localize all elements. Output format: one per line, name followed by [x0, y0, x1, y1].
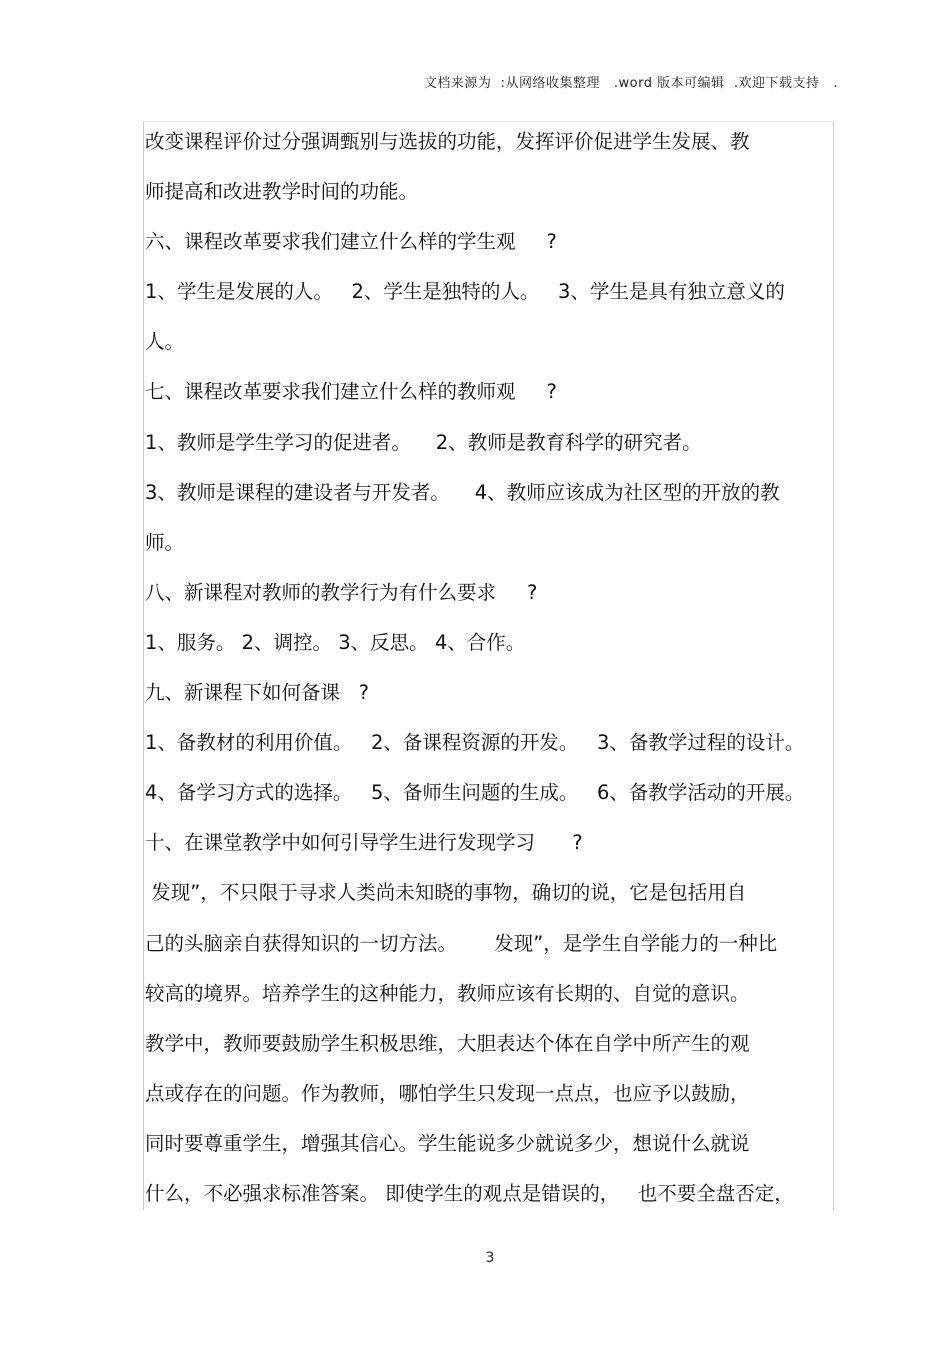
body-line: 师提高和改进教学时间的功能。 — [145, 180, 419, 204]
page-frame-left-border — [143, 122, 144, 1210]
body-line: 人。 — [145, 330, 185, 354]
section-heading-10: 十、在课堂教学中如何引导学生进行发现学习 ? — [145, 831, 583, 855]
body-line: 较高的境界。培养学生的这种能力，教师应该有长期的、自觉的意识。 — [145, 981, 750, 1005]
body-line: 1、学生是发展的人。 2、学生是独特的人。 3、学生是具有独立意义的 — [145, 280, 785, 304]
body-line: 同时要尊重学生，增强其信心。学生能说多少就说多少，想说什么就说 — [145, 1131, 750, 1155]
body-line: 改变课程评价过分强调甄别与选拔的功能，发挥评价促进学生发展、教 — [145, 130, 750, 153]
section-heading-9: 九、新课程下如何备课 ? — [145, 681, 369, 705]
body-line: 4、备学习方式的选择。 5、备师生问题的生成。 6、备教学活动的开展。 — [145, 781, 805, 805]
page-frame-top-border — [143, 121, 834, 122]
section-heading-7: 七、课程改革要求我们建立什么样的教师观 ? — [145, 380, 557, 404]
section-heading-6: 六、课程改革要求我们建立什么样的学生观 ? — [145, 230, 557, 254]
body-line: 3、教师是课程的建设者与开发者。 4、教师应该成为社区型的开放的教 — [145, 480, 780, 504]
body-line: 1、备教材的利用价值。 2、备课程资源的开发。 3、备教学过程的设计。 — [145, 731, 805, 755]
body-line: 1、服务。 2、调控。 3、反思。 4、合作。 — [145, 630, 526, 654]
document-body — [145, 124, 831, 1226]
body-line: 1、教师是学生学习的促进者。 2、教师是教育科学的研究者。 — [145, 430, 702, 454]
body-line: 教学中，教师要鼓励学生积极思维，大胆表达个体在自学中所产生的观 — [145, 1031, 750, 1055]
body-line: 师。 — [145, 530, 185, 554]
document-source-header: 文档来源为 :从网络收集整理 .word 版本可编辑 .欢迎下载支持 . — [423, 76, 838, 91]
page-frame-right-border — [833, 122, 834, 1210]
body-line: 己的头脑亲自获得知识的一切方法。 发现”，是学生自学能力的一种比 — [145, 931, 778, 955]
page-number: 3 — [485, 1250, 495, 1266]
section-heading-8: 八、新课程对教师的教学行为有什么要求 ? — [145, 580, 538, 604]
body-line: 什么，不必强求标准答案。 即使学生的观点是错误的， 也不要全盘否定， — [145, 1181, 794, 1205]
body-line: 发现”，不只限于寻求人类尚未知晓的事物，确切的说，它是包括用自 — [145, 881, 747, 905]
body-line: 点或存在的问题。作为教师，哪怕学生只发现一点点，也应予以鼓励， — [145, 1081, 750, 1105]
